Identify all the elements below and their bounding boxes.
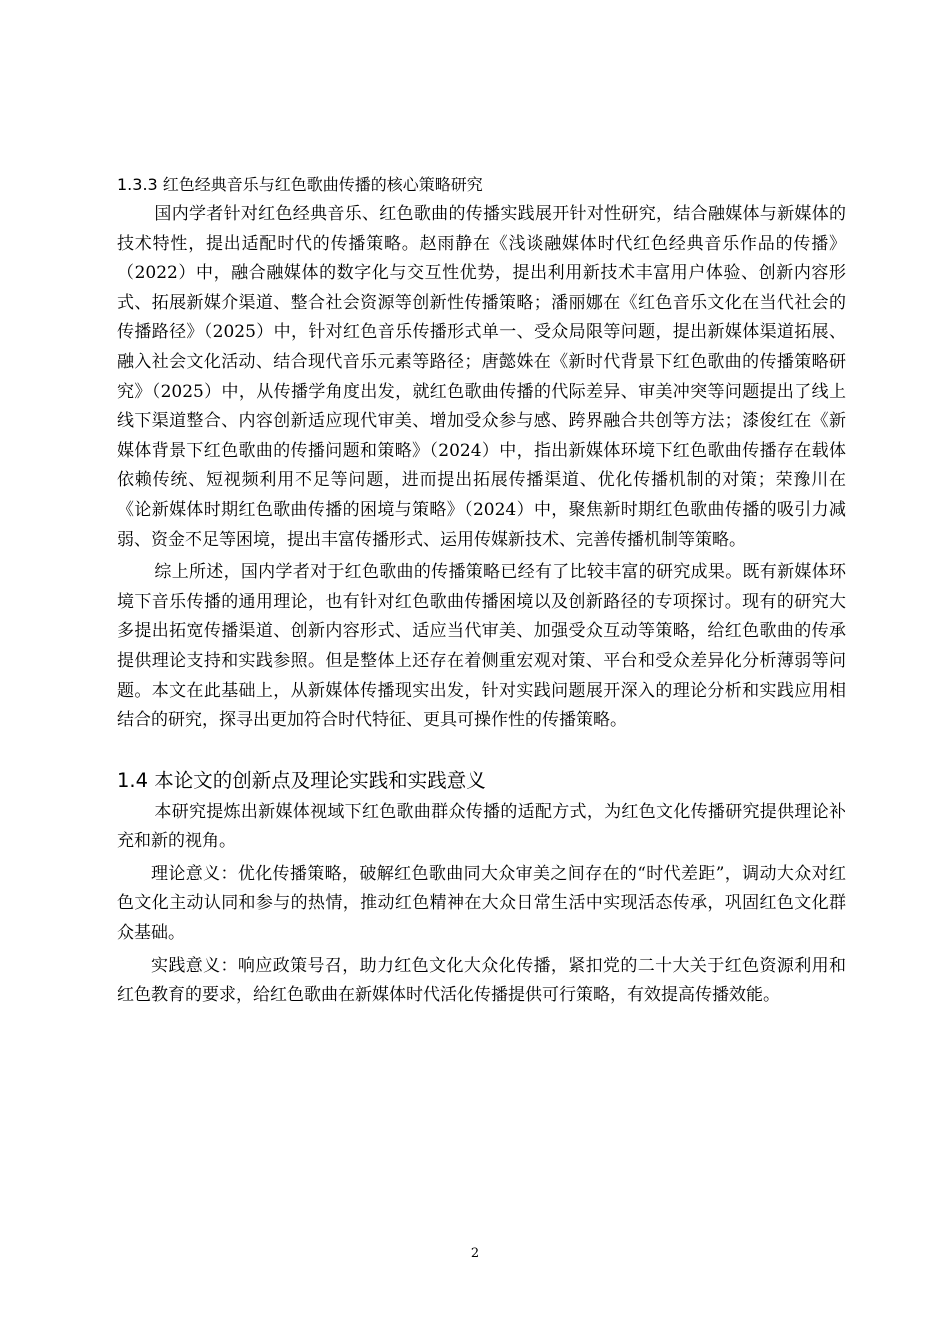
section-heading-1-4: 1.4 本论文的创新点及理论实践和实践意义: [117, 768, 486, 792]
page-number: 2: [470, 1246, 480, 1261]
body-paragraph: 本研究提炼出新媒体视域下红色歌曲群众传播的适配方式，为红色文化传播研究提供理论补充和新的视角。: [117, 801, 846, 852]
document-page: [117, 170, 846, 1011]
body-paragraph: 实践意义：响应政策号召，助力红色文化大众化传播，紧扣党的二十大关于红色资源利用和红色教育的要求，给红色歌曲在新媒体时代活化传播提供可行策略，有效提高传播效能。: [117, 955, 846, 1006]
body-paragraph: 国内学者针对红色经典音乐、红色歌曲的传播实践展开针对性研究，结合融媒体与新媒体的技术特性，提出适配时代的传播策略。赵雨静在《浅谈融媒体时代红色经典音乐作品的传播》（2022）中，融合融媒体的数字化与交互性优势，提出利用新技术丰富用户体验、创新内容形式、拓展新媒介渠道、整合社会资源等创新性传播策略；潘丽娜在《红色音乐文化在当代社会的传播路径》（2025）中，针对红色音乐传播形式单一、受众局限等问题，提出新媒体渠道拓展、融入社会文化活动、结合现代音乐元素等路径；唐懿姝在《新时代背景下红色歌曲的传播策略研究》（2025）中，从传播学角度出发，就红色歌曲传播的代际差异、审美冲突等问题提出了线上线下渠道整合、内容创新适应现代审美、增加受众参与感、跨界融合共创等方法；漆俊红在《新媒体背景下红色歌曲的传播问题和策略》（2024）中，指出新媒体环境下红色歌曲传播存在载体依赖传统、短视频利用不足等问题，进而提出拓展传播渠道、优化传播机制的对策；荣豫川在《论新媒体时期红色歌曲传播的困境与策略》（2024）中，聚焦新时期红色歌曲传播的吸引力减弱、资金不足等困境，提出丰富传播形式、运用传媒新技术、完善传播机制等策略。: [117, 204, 846, 550]
body-paragraph: 综上所述，国内学者对于红色歌曲的传播策略已经有了比较丰富的研究成果。既有新媒体环境下音乐传播的通用理论，也有针对红色歌曲传播困境以及创新路径的专项探讨。现有的研究大多提出拓宽传播渠道、创新内容形式、适应当代审美、加强受众互动等策略，给红色歌曲的传承提供理论支持和实践参照。但是整体上还存在着侧重宏观对策、平台和受众差异化分析薄弱等问题。本文在此基础上，从新媒体传播现实出发，针对实践问题展开深入的理论分析和实践应用相结合的研究，探寻出更加符合时代特征、更具可操作性的传播策略。: [117, 562, 846, 731]
body-paragraph: 理论意义：优化传播策略，破解红色歌曲同大众审美之间存在的“时代差距”，调动大众对红色文化主动认同和参与的热情，推动红色精神在大众日常生活中实现活态传承，巩固红色文化群众基础。: [117, 863, 846, 944]
section-heading-1-3-3: 1.3.3 红色经典音乐与红色歌曲传播的核心策略研究: [117, 175, 483, 194]
